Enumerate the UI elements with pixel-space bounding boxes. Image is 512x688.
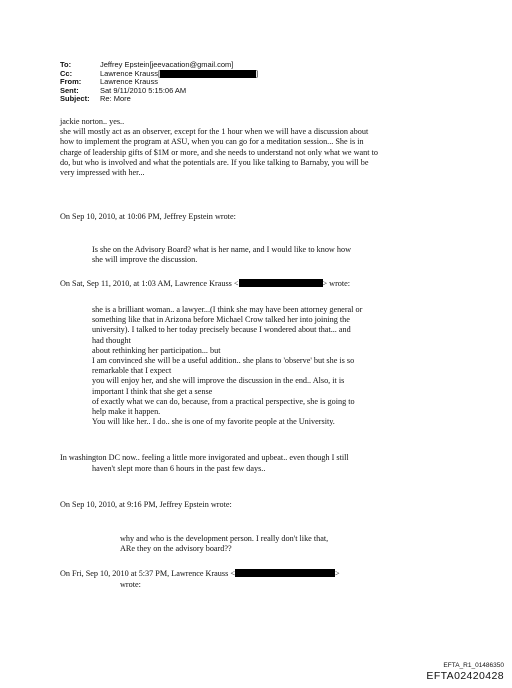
quote2-line: important I think that she get a sense bbox=[92, 386, 213, 396]
body-line: do, but who is involved and what the potentials are. If you like talking to Barnaby, you will be bbox=[60, 157, 369, 167]
cc-value-tail: ] bbox=[256, 68, 259, 78]
washington-line-1: In washington DC now.. feeling a little more invigorated and upbeat.. even though I still bbox=[60, 453, 349, 462]
quote2-line: about rethinking her participation... but bbox=[92, 345, 221, 355]
quote2-line: remarkable that I expect bbox=[92, 366, 172, 376]
cc-row bbox=[60, 70, 258, 79]
quote2-line: you will enjoy her, and she will improve the discussion in the end.. Also, it is bbox=[92, 376, 345, 386]
quote2-line: had thought bbox=[92, 335, 131, 345]
quote1-body bbox=[92, 245, 351, 265]
quote1-line: Is she on the Advisory Board? what is her name, and I would like to know how bbox=[92, 245, 351, 254]
quote1-line: she will improve the discussion. bbox=[92, 255, 198, 265]
footer-ref-1: EFTA_R1_01486350 bbox=[443, 662, 504, 669]
footer bbox=[426, 662, 504, 682]
quote4-wrote: wrote: bbox=[120, 580, 141, 589]
sent-label: Sent: bbox=[60, 85, 79, 95]
redaction-box bbox=[160, 68, 259, 78]
sent-row bbox=[60, 87, 258, 96]
body-line: very impressed with her... bbox=[60, 168, 145, 178]
email-header bbox=[60, 61, 258, 104]
quote3-attribution: On Sep 10, 2010, at 9:16 PM, Jeffrey Epstein wrote: bbox=[60, 500, 232, 509]
from-label: From: bbox=[60, 77, 82, 87]
cc-label: Cc: bbox=[60, 68, 73, 78]
footer-ref-2: EFTA02420428 bbox=[426, 670, 504, 682]
body-line: charge of leadership gifts of $1M or more, and she needs to understand not only what we want to bbox=[60, 147, 378, 157]
quote3-line: why and who is the development person. I really don't like that, bbox=[120, 534, 329, 543]
quote4-attribution-suffix: > bbox=[334, 569, 340, 578]
quote2-line: I am convinced she will be a useful addition.. she plans to 'observe' but she is so bbox=[92, 356, 355, 366]
quote2-attribution-suffix: > wrote: bbox=[322, 279, 351, 288]
quote4-attribution bbox=[60, 569, 340, 579]
quote2-line: university). I talked to her today precisely because I wondered about that... and bbox=[92, 325, 351, 335]
quote4-attribution-prefix: On Fri, Sep 10, 2010 at 5:37 PM, Lawrence Krauss < bbox=[60, 569, 235, 578]
body-line: how to implement the program at ASU, when you can go for a meditation session... She is in bbox=[60, 137, 364, 147]
subject-label: Subject: bbox=[60, 94, 90, 104]
quote3-body bbox=[120, 534, 328, 554]
redaction-box bbox=[239, 279, 323, 287]
quote2-body bbox=[92, 305, 362, 427]
washington-line-2: haven't slept more than 6 hours in the past few days.. bbox=[92, 464, 266, 473]
sent-value: Sat 9/11/2010 5:15:06 AM bbox=[100, 85, 187, 95]
quote2-line: You will like her.. I do.. she is one of my favorite people at the University. bbox=[92, 417, 335, 427]
body-line: jackie norton.. yes.. bbox=[60, 117, 125, 126]
to-label: To: bbox=[60, 60, 72, 69]
quote2-line: she is a brilliant woman.. a lawyer...(I think she may have been attorney general or bbox=[92, 305, 363, 314]
quote2-attribution bbox=[60, 279, 350, 289]
quote2-line: something like that in Arizona before Michael Crow talked her into joining the bbox=[92, 315, 350, 325]
cc-value: Lawrence Krauss[ bbox=[100, 68, 161, 78]
quote2-line: help make it happen. bbox=[92, 407, 161, 417]
quote2-line: of exactly what we can do, because, from a practical perspective, she is going to bbox=[92, 396, 355, 406]
quote3-line: ARe they on the advisory board?? bbox=[120, 544, 232, 554]
to-value: Jeffrey Epstein[jeevacation@gmail.com] bbox=[100, 60, 234, 69]
quote2-attribution-prefix: On Sat, Sep 11, 2010, at 1:03 AM, Lawrence Krauss < bbox=[60, 279, 239, 288]
from-value: Lawrence Krauss bbox=[100, 77, 158, 87]
redaction-box bbox=[235, 569, 335, 577]
quote1-attribution: On Sep 10, 2010, at 10:06 PM, Jeffrey Epstein wrote: bbox=[60, 212, 236, 221]
subject-row bbox=[60, 95, 258, 104]
body-line: she will mostly act as an observer, except for the 1 hour when we will have a discussion about bbox=[60, 127, 369, 137]
email-body bbox=[60, 117, 378, 178]
subject-value: Re: More bbox=[100, 94, 131, 104]
